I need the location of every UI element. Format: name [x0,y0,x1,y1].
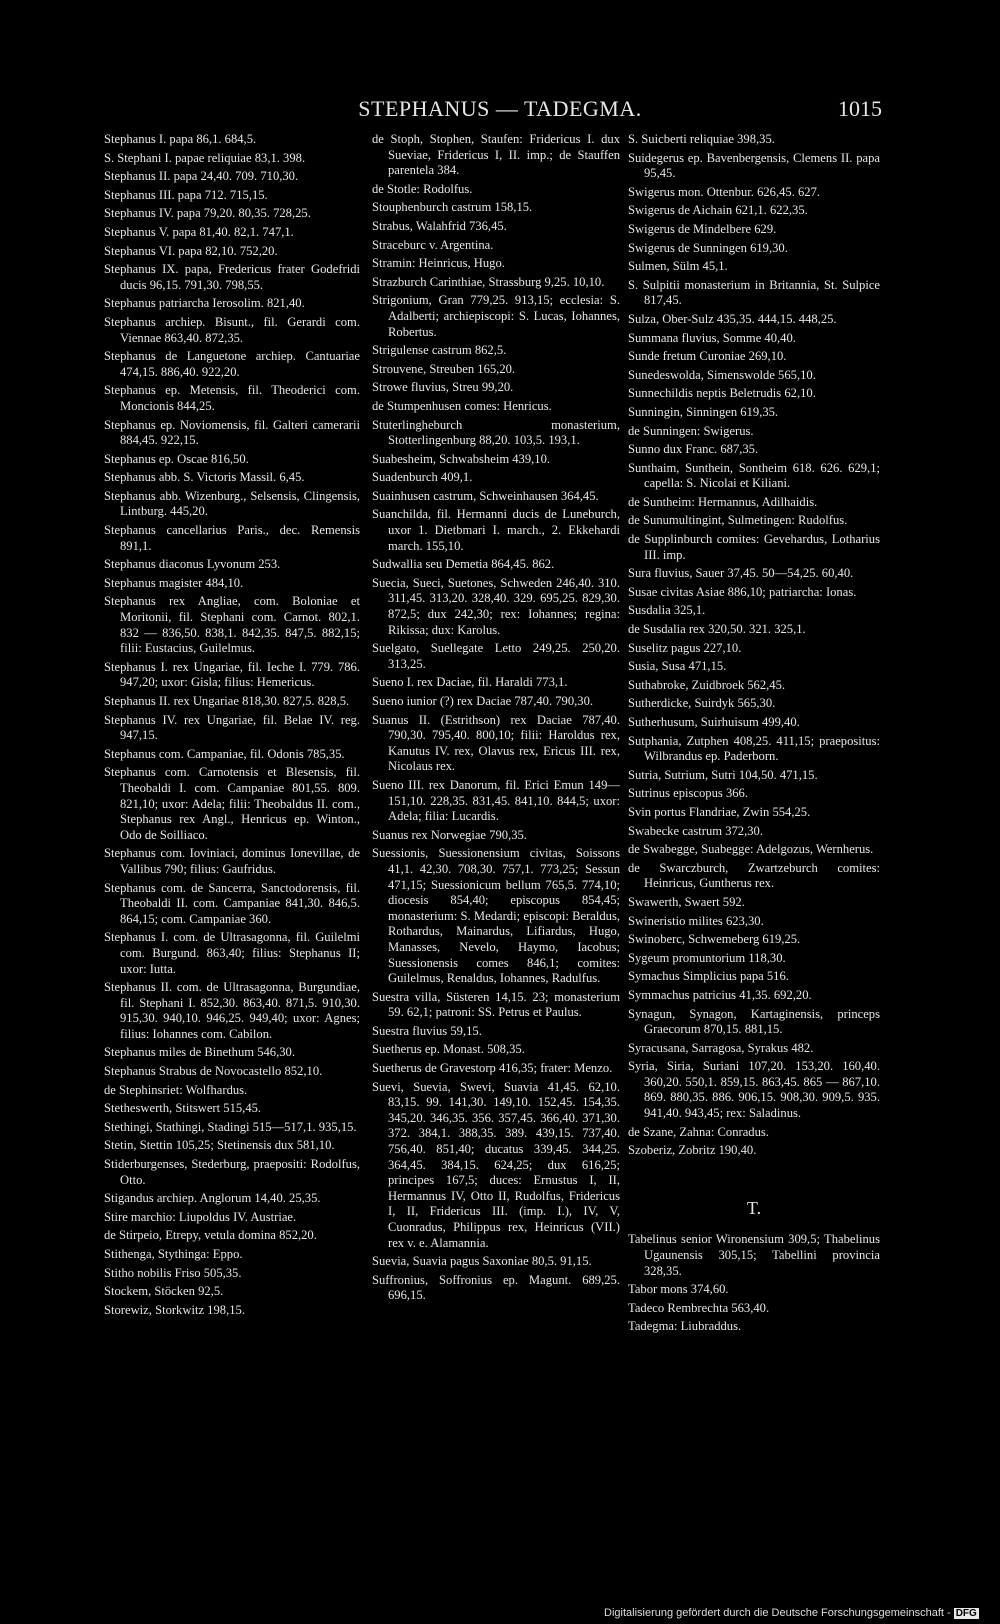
index-entry: Stephanus miles de Binethum 546,30. [104,1045,295,1060]
index-entry: Svin portus Flandriae, Zwin 554,25. [628,804,811,819]
index-entry: Strabus, Walahfrid 736,45. [372,218,507,233]
index-entry: Suestra fluvius 59,15. [372,1023,482,1038]
index-entry: S. Sulpitii monasterium in Britannia, St. Sulpice 817,45. [628,277,880,308]
index-entry: Suffronius, Soffronius ep. Magunt. 689,25. 696,15. [372,1272,620,1303]
index-entry: Strowe fluvius, Streu 99,20. [372,380,514,395]
index-entry: Sutphania, Zutphen 408,25. 411,15; praepositus: Wilbrandus ep. Paderborn. [628,733,880,764]
index-entry: Stephanus I. papa 86,1. 684,5. [104,132,257,146]
index-entry: Stephanus II. com. de Ultrasagonna, Burgundiae, fil. Stephani I. 852,30. 863,40. 871,5. 910,30. 915,30. 940,10. 946,25. 949,40; uxor: Agnes; filius: Iohannes com. Cabilon. [104,980,360,1041]
index-entry: Stephanus II. rex Ungariae 818,30. 827,5. 828,5. [104,694,350,708]
index-entry: Suidegerus ep. Bavenbergensis, Clemens II. papa 95,45. [628,150,880,181]
index-entry: Suevi, Suevia, Swevi, Suavia 41,45. 62,10. 83,15. 99. 141,30. 149,10. 152,45. 154,35. 345,20. 346,35. 356. 357,45. 366,40. 371,30. 372. 384,1. 388,35. 389. 439,15. 737,40. 756,40. 851,40; ducatus 339,45. 344,25. 364,45. 384,15. 624,25; dux 616,25; principes 167,5; duces: Ernustus I, II, Hermannus IV, Otto II, Rudolfus, Fridericus I, II, Fridericus III. (imp. I.), IV, V, Cuonradus, Philippus rex, Heinricus (VII.) rex v. e. Alamannia. [372,1079,620,1250]
index-column-1 [104,132,360,1321]
index-entry: Suanus II. (Estrithson) rex Daciae 787,40. 790,30. 795,40. 800,10; filii: Haroldus rex, Kanutus IV. rex, Olavus rex, Ericus III. rex, Nicolaus rex. [372,712,620,774]
index-entry: Swigerus de Sunningen 619,30. [628,240,788,255]
index-entry: Stephanus archiep. Bisunt., fil. Gerardi com. Viennae 863,40. 872,35. [104,314,360,345]
index-entry: Strigulense castrum 862,5. [372,343,507,358]
index-entry: Suthabroke, Zuidbroek 562,45. [628,677,786,692]
index-entry: Syracusana, Sarragosa, Syrakus 482. [628,1040,814,1055]
index-entry: Stire marchio: Liupoldus IV. Austriae. [104,1209,297,1224]
index-entry: Sutherhusum, Suirhuisum 499,40. [628,715,800,729]
index-entry: de Suntheim: Hermannus, Adilhaidis. [628,494,818,509]
index-entry: Sulmen, Sülm 45,1. [628,259,728,274]
index-entry: Strouvene, Streuben 165,20. [372,361,516,376]
index-entry: de Sunumultingint, Sulmetingen: Rudolfus. [628,513,848,528]
index-entry: Symmachus patricius 41,35. 692,20. [628,987,812,1002]
page-number: 1015 [838,96,882,121]
index-entry: de Stotle: Rodolfus. [372,181,473,196]
index-entry: Swinoberc, Schwemeberg 619,25. [628,932,801,947]
index-column-2 [372,132,620,1307]
index-entry: Stephanus IX. papa, Fredericus frater Godefridi ducis 96,15. 791,30. 798,55. [104,262,360,292]
index-entry: Szoberiz, Zobritz 190,40. [628,1143,757,1158]
index-entry: Sunno dux Franc. 687,35. [628,442,759,457]
index-entry: Tabor mons 374,60. [628,1282,729,1297]
index-entry: de Stumpenhusen comes: Henricus. [372,398,552,413]
index-entry: Sunnechildis neptis Beletrudis 62,10. [628,386,816,401]
index-entry: de Supplinburch comites: Gevehardus, Lotharius III. imp. [628,532,880,562]
index-entry: Stigandus archiep. Anglorum 14,40. 25,35. [104,1191,321,1206]
index-entry: Swawerth, Swaert 592. [628,894,745,909]
index-entry: Stephanus patriarcha Ierosolim. 821,40. [104,296,305,311]
index-entry: de Susdalia rex 320,50. 321. 325,1. [628,622,806,637]
section-t-entries [628,1232,880,1335]
index-entry: Stephanus cancellarius Paris., dec. Remensis 891,1. [104,523,360,553]
index-entry: Stephanus de Languetone archiep. Cantuariae 474,15. 886,40. 922,20. [104,349,360,379]
footer-text: Digitalisierung gefördert durch die Deutsche Forschungsgemeinschaft - [604,1607,951,1619]
index-entry: Swabecke castrum 372,30. [628,823,763,838]
index-entry: Stephanus Strabus de Novocastello 852,10. [104,1064,323,1079]
index-entry: Tabelinus senior Wironensium 309,5; Thabelinus Ugaunensis 305,15; Tabellini provincia 328,35. [628,1232,880,1278]
index-entry: Swigerus de Aichain 621,1. 622,35. [628,203,808,218]
index-entry: Tadegma: Liubraddus. [628,1319,742,1334]
index-entry: de Swarczburch, Zwartzeburch comites: Heinricus, Guntherus rex. [628,860,880,891]
index-entry: Stephanus abb. S. Victoris Massil. 6,45. [104,470,305,485]
index-entry: Susae civitas Asiae 886,10; patriarcha: Ionas. [628,584,857,599]
index-entry: Stephanus abb. Wizenburg., Selsensis, Clingensis, Lintburg. 445,20. [104,488,360,519]
page-title: STEPHANUS — TADEGMA. [358,96,642,121]
index-entry: Stephanus ep. Noviomensis, fil. Galteri camerarii 884,45. 922,15. [104,417,360,448]
index-entry: Strigonium, Gran 779,25. 913,15; ecclesia: S. Adalberti; archiepiscopi: S. Lucas, Iohannes, Robertus. [372,293,620,339]
index-entry: Sunningin, Sinningen 619,35. [628,404,779,419]
index-entry: Stetheswerth, Stitswert 515,45. [104,1101,262,1116]
index-entry: Stockem, Stöcken 92,5. [104,1284,224,1299]
index-entry: S. Suicberti reliquiae 398,35. [628,132,775,146]
index-entry: Suadenburch 409,1. [372,470,473,485]
index-entry: Sudwallia seu Demetia 864,45. 862. [372,557,555,572]
index-entry: Sutherdicke, Suirdyk 565,30. [628,696,776,711]
section-letter-t: T. [746,1197,762,1218]
index-entry: Stephanus III. papa 712. 715,15. [104,187,268,202]
index-entry: Suabesheim, Schwabsheim 439,10. [372,451,551,466]
index-entry: Summana fluvius, Somme 40,40. [628,330,796,345]
index-entry: Stephanus ep. Metensis, fil. Theoderici com. Moncionis 844,25. [104,383,360,413]
index-entry: Swigerus mon. Ottenbur. 626,45. 627. [628,184,821,199]
index-entry: Suevia, Suavia pagus Saxoniae 80,5. 91,15. [372,1254,592,1269]
index-entry: Stephanus diaconus Lyvonum 253. [104,557,281,572]
index-entry: Sutrinus episcopus 366. [628,786,748,801]
index-entry: Stuterlingheburch monasterium, Stotterlingenburg 88,20. 103,5. 193,1. [372,417,620,448]
index-entry: Stetin, Stettin 105,25; Stetinensis dux 581,10. [104,1138,335,1153]
index-entry: de Swabegge, Suabegge: Adelgozus, Wernherus. [628,842,874,857]
index-entry: Suetherus ep. Monast. 508,35. [372,1042,525,1057]
index-entry: Suselitz pagus 227,10. [628,640,742,655]
index-entry: de Stephinsriet: Wolfhardus. [104,1082,248,1097]
index-entry: Stephanus com. Carnotensis et Blesensis, fil. Theobaldi I. com. Campaniae 801,55. 809. 821,10; uxor: Adela; filii: Theobaldus II. com., Stephanus rex Angl., Henricus ep. Winton., Odo de Soilliaco. [104,765,360,842]
index-entry: Stephanus V. papa 81,40. 82,1. 747,1. [104,224,294,239]
index-entry: Stephanus com. Ioviniaci, dominus Ionevillae, de Vallibus 790; filius: Gaufridus. [104,846,360,876]
index-entry: Susdalia 325,1. [628,603,706,618]
index-entry: Sutria, Sutrium, Sutri 104,50. 471,15. [628,767,818,782]
index-entry: Tadeco Rembrechta 563,40. [628,1300,770,1315]
index-entry: Syria, Siria, Suriani 107,20. 153,20. 160,40. 360,20. 550,1. 859,15. 863,45. 865 — 867,10. 869. 880,35. 886. 906,15. 908,30. 909,5. 935. 941,40. 943,45; rex: Saladinus. [628,1059,880,1121]
index-entry: Stouphenburch castrum 158,15. [372,200,533,215]
index-entry: Suanchilda, fil. Hermanni ducis de Luneburch, uxor 1. Dietbmari I. march., 2. Ekkehardi march. 155,10. [372,507,620,553]
index-entry: de Sunningen: Swigerus. [628,423,754,438]
index-entry: Suetherus de Gravestorp 416,35; frater: Menzo. [372,1061,613,1076]
index-entry: Stephanus com. Campaniae, fil. Odonis 785,35. [104,746,345,761]
index-entry: Stephanus ep. Oscae 816,50. [104,451,249,466]
index-entry: Stephanus com. de Sancerra, Sanctodorensis, fil. Theobaldi II. com. Campaniae 841,30. 846,5. 864,15; com. Campaniae 360. [104,880,360,926]
index-column-3 [628,132,880,1338]
index-entry: Stephanus IV. papa 79,20. 80,35. 728,25. [104,206,311,221]
index-entry: Susia, Susa 471,15. [628,659,727,674]
index-entry: Stephanus II. papa 24,40. 709. 710,30. [104,169,299,184]
index-entry: Sueno iunior (?) rex Daciae 787,40. 790,30. [372,694,594,708]
index-entry: Swineristio milites 623,30. [628,913,764,928]
index-entry: Stethingi, Stathingi, Stadingi 515—517,1. 935,15. [104,1119,357,1134]
index-entry: Stephanus rex Angliae, com. Boloniae et Moritonii, fil. Stephani com. Carnot. 802,1. 832 — 836,50. 838,1. 842,35. 847,5. 882,15; filii: Eustacius, Guilelmus. [104,594,360,656]
index-entry: Suecia, Sueci, Suetones, Schweden 246,40. 310. 311,45. 313,20. 328,40. 329. 695,25. 829,30. 872,5; dux 242,30; rex: Iohannes; regina: Rikissa; dux: Karolus. [372,575,620,637]
index-entry: Suainhusen castrum, Schweinhausen 364,45. [372,488,599,503]
index-entry: Stephanus I. com. de Ultrasagonna, fil. Guilelmi com. Burgund. 863,40; filius: Stephanus II; uxor: Iutta. [104,930,360,976]
index-entry: Sueno I. rex Daciae, fil. Haraldi 773,1. [372,675,568,690]
index-entry: Suessionis, Suessionensium civitas, Soissons 41,1. 42,30. 708,30. 757,1. 773,25; Sessun 471,15; Suessionicum bellum 765,5. 774,10; diocesis 854,40; episcopus 854,45; monasterium: S. Medardi; episcopi: Beraldus, Rothardus, Mainardus, Lifiardus, Hugo, Manasses, Nevelo, Haymo, Iacobus; Suessionensis comes 846,1; comites: Guilelmus, Renaldus, Iohannes, Radulfus. [372,846,620,986]
index-entry: de Stoph, Stophen, Staufen: Fridericus I. dux Sueviae, Fridericus I, II. imp.; de Stauffen parentela 384. [372,132,620,178]
index-entry: Synagun, Synagon, Kartaginensis, princeps Graecorum 870,15. 881,15. [628,1006,880,1037]
index-entry: Stephanus I. rex Ungariae, fil. Ieche I. 779. 786. 947,20; uxor: Gisla; filius: Hemericus. [104,659,360,690]
index-entry: Sura fluvius, Sauer 37,45. 50—54,25. 60,40. [628,566,854,581]
dfg-logo: DFG [955,1608,977,1619]
funding-footer [604,1607,994,1622]
index-entry: Storewiz, Storkwitz 198,15. [104,1302,245,1317]
index-entry: Stephanus VI. papa 82,10. 752,20. [104,243,278,258]
index-entry: Straceburc v. Argentina. [372,237,494,252]
index-entry: Stramin: Heinricus, Hugo. [372,256,505,271]
column-3-entries [628,132,880,1159]
index-entry: Sueno III. rex Danorum, fil. Erici Emun 149—151,10. 228,35. 831,45. 841,10. 844,5; uxor: Adela; filia: Lucardis. [372,777,620,824]
index-entry: Swigerus de Mindelbere 629. [628,221,777,236]
index-entry: Stephanus magister 484,10. [104,575,244,590]
index-entry: Symachus Simplicius papa 516. [628,969,789,984]
index-entry: Suelgato, Suellegate Letto 249,25. 250,20. 313,25. [372,641,620,671]
index-entry: Suestra villa, Süsteren 14,15. 23; monasterium 59. 62,1; patroni: SS. Petrus et Paulus. [372,989,620,1020]
index-entry: Sunthaim, Sunthein, Sontheim 618. 626. 629,1; capella: S. Nicolai et Kiliani. [628,460,880,491]
index-entry: de Stirpeio, Etrepy, vetula domina 852,20. [104,1228,317,1243]
index-entry: Strazburch Carinthiae, Strassburg 9,25. 10,10. [372,274,605,289]
index-entry: Stiderburgenses, Stederburg, praepositi: Rodolfus, Otto. [104,1157,360,1187]
index-entry: Stephanus IV. rex Ungariae, fil. Belae IV. reg. 947,15. [104,712,360,743]
index-entry: Sulza, Ober-Sulz 435,35. 444,15. 448,25. [628,311,837,326]
index-entry: Stithenga, Stythinga: Eppo. [104,1247,243,1261]
index-entry: Stitho nobilis Friso 505,35. [104,1265,242,1280]
index-entry: Suanus rex Norwegiae 790,35. [372,827,527,842]
index-entry: S. Stephani I. papae reliquiae 83,1. 398. [104,150,306,165]
index-entry: Sunedeswolda, Simenswolde 565,10. [628,367,816,382]
index-entry: Sygeum promuntorium 118,30. [628,950,786,965]
index-entry: Sunde fretum Curoniae 269,10. [628,349,787,364]
index-entry: de Szane, Zahna: Conradus. [628,1124,769,1139]
